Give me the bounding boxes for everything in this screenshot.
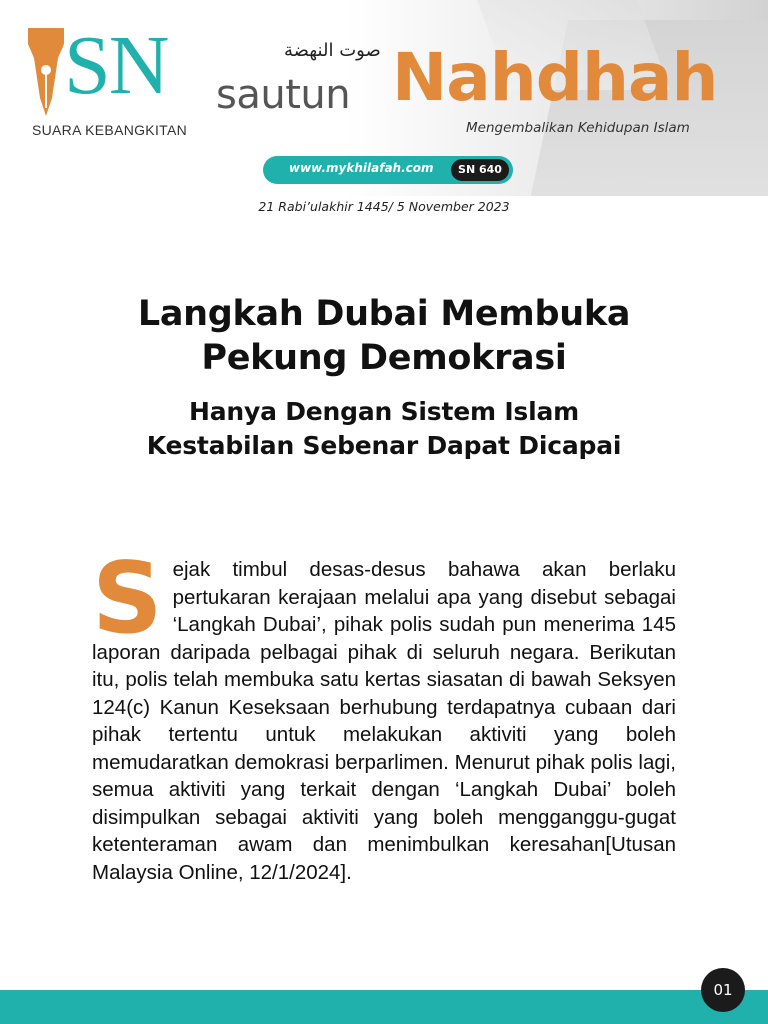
sn-logo-letters: SN (64, 19, 168, 112)
pen-nib-icon (22, 24, 70, 120)
subheadline-line: Kestabilan Sebenar Dapat Dicapai (146, 431, 622, 460)
masthead (0, 0, 768, 196)
brand-name-part2: Nahdhah (392, 39, 718, 116)
sn-logo-caption: SUARA KEBANGKITAN (32, 122, 187, 138)
brand-arabic-title: صوت النهضة (284, 40, 381, 61)
headline (0, 292, 768, 380)
page-number: 01 (701, 968, 745, 1012)
website-link[interactable]: www.mykhilafah.com (289, 161, 434, 175)
sn-logo (22, 19, 212, 142)
brand-name-part1: sautun (216, 72, 351, 118)
headline-line: Langkah Dubai Membuka (137, 294, 631, 334)
subheadline (0, 395, 768, 463)
issue-badge: SN 640 (451, 159, 509, 181)
brand-tagline: Mengembalikan Kehidupan Islam (466, 120, 690, 136)
publication-date: 21 Rabi’ulakhir 1445/ 5 November 2023 (258, 199, 510, 214)
drop-cap: S (92, 542, 163, 656)
article-paragraph: ejak timbul desas-desus bahawa akan berlaku pertukaran kerajaan melalui apa yang disebut sebagai ‘Langkah Dubai’, pihak polis sudah pun menerima 145 laporan daripada pelbagai pihak di seluruh negara. Berikutan itu, polis telah membuka satu kertas siasatan di bawah Seksyen 124(c) Kanun Keseksaan berhubung terdapatnya cubaan dari pihak tertentu untuk melakukan aktiviti yang boleh memudaratkan demokrasi berparlimen. Menurut pihak polis lagi, semua aktiviti yang terkait dengan ‘Langkah Dubai’ boleh disimpulkan sebagai aktiviti yang boleh mengganggu-gugat ketenteraman awam dan menimbulkan keresahan[Utusan Malaysia Online, 12/1/2024]. (92, 558, 676, 884)
website-pill (263, 156, 513, 184)
headline-line: Pekung Demokrasi (201, 338, 567, 378)
article-body (92, 542, 676, 886)
footer-bar (0, 990, 768, 1024)
subheadline-line: Hanya Dengan Sistem Islam (188, 397, 580, 426)
